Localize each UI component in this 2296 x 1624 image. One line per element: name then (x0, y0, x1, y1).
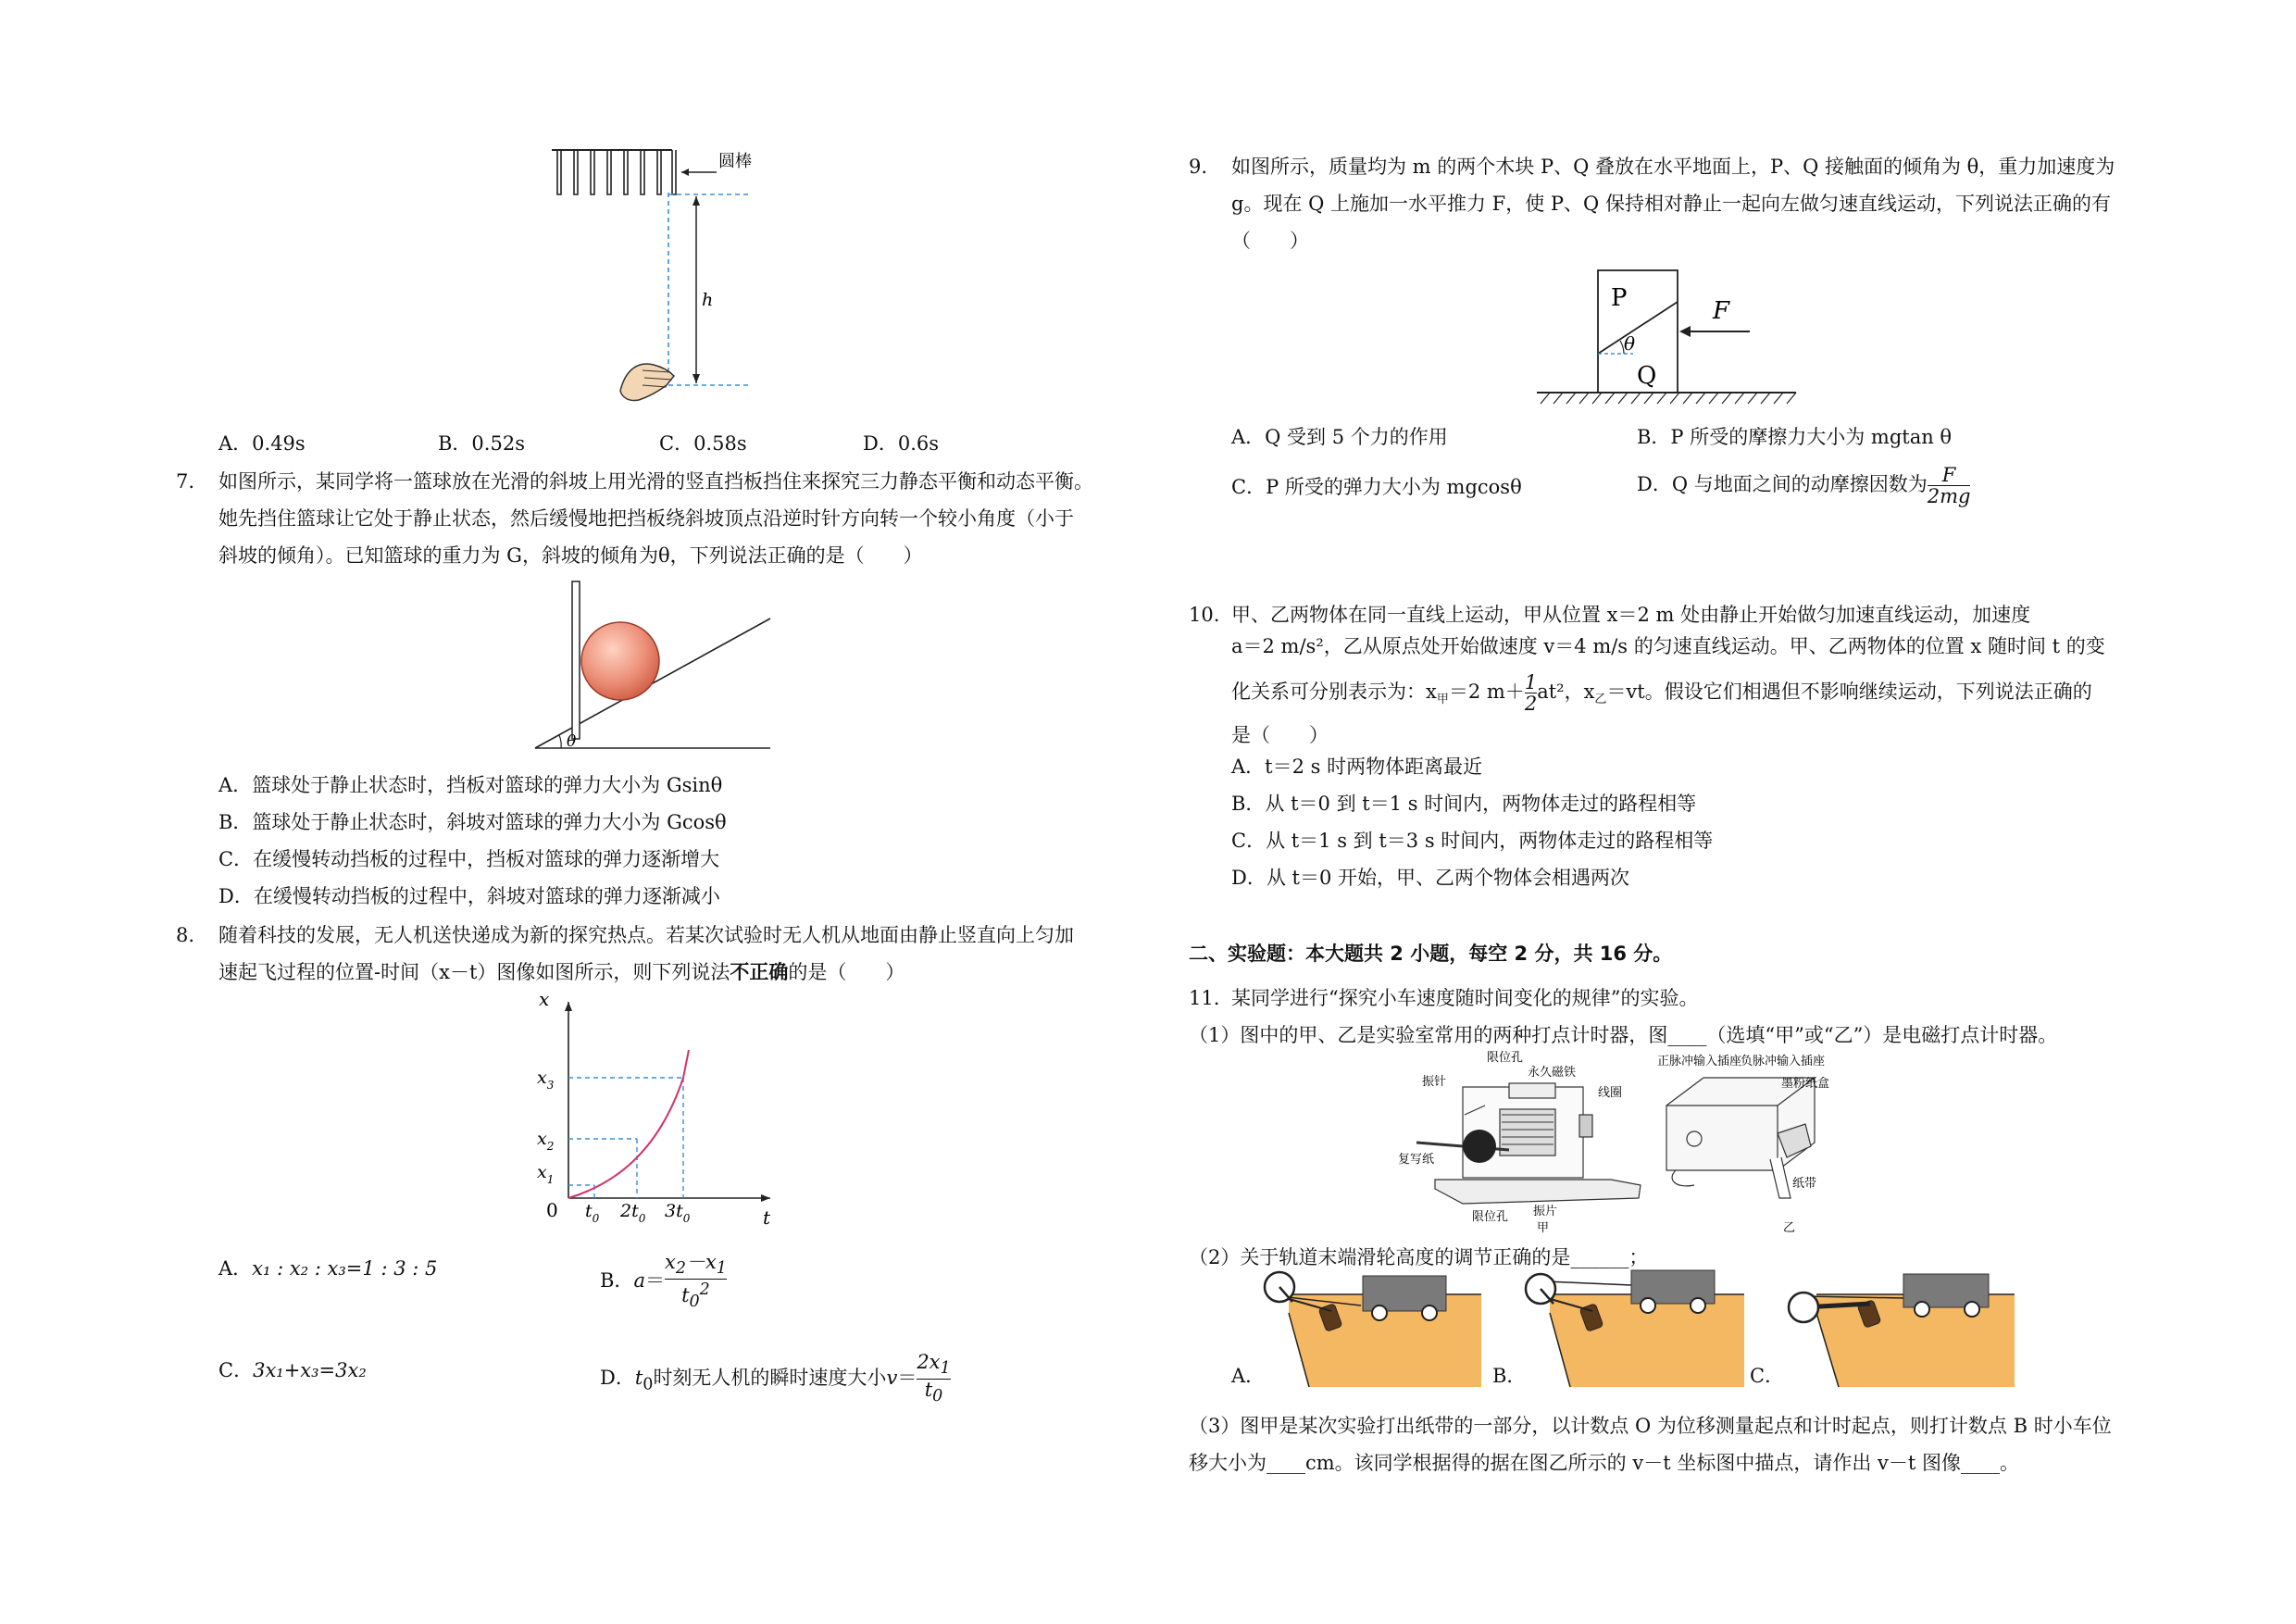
not-correct-emphasis: 不正确 (730, 960, 789, 983)
q9-stem-line3: （ ） (1231, 230, 1309, 252)
q10-stem-line3: 化关系可分别表示为：$x_甲=2$ m＋ $\frac{1}{2}$ at²，$x_乙=vt$。假设它们相遇但不影响继续运动，下列说法正确的 (1231, 671, 2092, 715)
svg-text:负脉冲输入插座: 负脉冲输入插座 (1741, 1055, 1826, 1068)
q9-d-fraction: $\frac{F}{2mg}$ (1927, 464, 1971, 507)
q6-option-d[interactable]: D．0.6s (863, 432, 940, 455)
q10-option-a[interactable]: A．t＝2 s 时两物体距离最近 (1231, 756, 1483, 778)
q8-number: 8. (176, 924, 195, 946)
svg-text:复写纸: 复写纸 (1398, 1153, 1435, 1167)
q9-stem-line1: 如图所示，质量均为 m 的两个木块 P、Q 叠放在水平地面上，P、Q 接触面的倾角为 θ，重力加速度为 (1231, 156, 2115, 178)
q7-option-b[interactable]: B．篮球处于静止状态时，斜坡对篮球的弹力大小为 Gcosθ (218, 811, 727, 833)
q10-stem-line1: 甲、乙两物体在同一直线上运动，甲从位置 x＝2 m 处由静止开始做匀加速直线运动，加速度 (1231, 604, 2031, 626)
q11-2-option-c-figure[interactable] (1783, 1270, 2015, 1387)
q6-option-a[interactable]: A．0.49s (218, 432, 306, 455)
q8-d-fraction: $\frac{2x_1}{t_0}$ (917, 1351, 951, 1406)
q9-option-c[interactable]: C．P 所受的弹力大小为 mgcosθ (1231, 476, 1522, 498)
section-2-heading: 二、实验题：本大题共 2 小题，每空 2 分，共 16 分。 (1189, 943, 1673, 965)
q11-timer-figure (1398, 1050, 1830, 1235)
q7-option-d[interactable]: D．在缓慢转动挡板的过程中，斜坡对篮球的弹力逐渐减小 (218, 885, 720, 907)
q10-number: 10. (1189, 604, 1220, 626)
q8-option-d[interactable]: D．$t_0$时刻无人机的瞬时速度大小v＝ $\frac{2x_1}{t_0}$ (600, 1351, 951, 1406)
svg-text:P: P (1611, 284, 1628, 312)
q8-b-fraction: $\frac{x_2-x_1}{t_0^2}$ (664, 1251, 727, 1312)
svg-text:x1: $x_1$ (537, 1162, 555, 1186)
svg-text:墨粉纸盒: 墨粉纸盒 (1781, 1077, 1830, 1091)
q6-option-c[interactable]: C．0.58s (659, 432, 747, 455)
q9-number: 9. (1189, 156, 1208, 178)
svg-text:x2: $x_2$ (537, 1129, 555, 1153)
q7-stem-line1: 如图所示，某同学将一篮球放在光滑的斜坡上用光滑的竖直挡板挡住来探究三力静态平衡和动态平衡。 (218, 470, 1093, 493)
svg-text:x: x (539, 988, 550, 1010)
timer-jia (1416, 1083, 1641, 1204)
q11-2-option-c-label[interactable]: C． (1750, 1365, 1785, 1387)
q7-option-a[interactable]: A．篮球处于静止状态时，挡板对篮球的弹力大小为 Gsinθ (218, 774, 723, 796)
svg-text:乙: 乙 (1783, 1221, 1796, 1235)
q7-option-c[interactable]: C．在缓慢转动挡板的过程中，挡板对篮球的弹力逐渐增大 (218, 848, 720, 870)
svg-text:t0: $t_0$ (585, 1201, 600, 1225)
q11-part1: （1）图中的甲、乙是实验室常用的两种打点计时器，图____（选填“甲”或“乙”）是电磁打点计时器。 (1189, 1024, 2058, 1046)
svg-text:θ: θ (1624, 332, 1636, 355)
q11-part3-line1: （3）图甲是某次实验打出纸带的一部分，以计数点 O 为位移测量起点和计时起点，则打计数点 B 时小车位 (1189, 1415, 2112, 1437)
svg-text:Q: Q (1637, 362, 1657, 390)
q8-stem-line1: 随着科技的发展，无人机送快递成为新的探究热点。若某次试验时无人机从地面由静止竖直向上匀加 (218, 924, 1074, 946)
svg-text:限位孔: 限位孔 (1487, 1051, 1524, 1065)
q10-option-c[interactable]: C．从 t＝1 s 到 t＝3 s 时间内，两物体走过的路程相等 (1231, 830, 1714, 852)
svg-text:永久磁铁: 永久磁铁 (1528, 1066, 1577, 1080)
q10-stem-line2: a＝2 m/s²，乙从原点处开始做速度 v＝4 m/s 的匀速直线运动。甲、乙两物体的位置 x 随时间 t 的变 (1231, 635, 2105, 657)
q7-stem-line2: 她先挡住篮球让它处于静止状态，然后缓慢地把挡板绕斜坡顶点沿逆时针方向转一个较小角度（小于 (218, 507, 1074, 530)
q7-figure (528, 576, 778, 761)
q11-2-option-b-figure[interactable] (1522, 1270, 1744, 1387)
hand-icon (620, 364, 674, 400)
q7-stem-line3: 斜坡的倾角）。已知篮球的重力为 G，斜坡的倾角为θ，下列说法正确的是（ ） (218, 544, 923, 567)
half-fraction: $\frac{1}{2}$ (1524, 671, 1538, 715)
q9-option-b[interactable]: B．P 所受的摩擦力大小为 mgtan θ (1637, 426, 1953, 448)
q8-stem-line2: 速起飞过程的位置-时间（x－t）图像如图所示，则下列说法不正确的是（ ） (218, 960, 905, 983)
q11-part2: （2）关于轨道末端滑轮高度的调节正确的是______； (1189, 1246, 1649, 1268)
rod-label: 圆棒 (718, 152, 752, 171)
q8-xt-graph (528, 989, 778, 1239)
svg-text:振针: 振针 (1422, 1075, 1447, 1089)
q10-option-d[interactable]: D．从 t＝0 开始，甲、乙两个物体会相遇两次 (1231, 867, 1629, 889)
q8-option-b[interactable]: B．a＝ $\frac{x_2-x_1}{t_0^2}$ (600, 1251, 727, 1312)
q9-figure (1528, 265, 1805, 413)
svg-text:甲: 甲 (1537, 1221, 1550, 1235)
q8-option-a[interactable]: A．x₁ : x₂ : x₃=1 : 3 : 5 (218, 1257, 438, 1280)
q11-stem: 某同学进行“探究小车速度随时间变化的规律”的实验。 (1231, 987, 1699, 1009)
svg-text:振片: 振片 (1533, 1205, 1558, 1218)
q7-number: 7. (176, 470, 195, 493)
svg-text:t: t (763, 1206, 771, 1229)
q11-2-option-a-figure[interactable] (1261, 1270, 1481, 1387)
svg-text:F: F (1713, 297, 1730, 325)
q9-stem-line2: g。现在 Q 上施加一水平推力 F，使 P、Q 保持相对静止一起向左做匀速直线运动，下列说法正确的有 (1231, 193, 2111, 215)
svg-text:线圈: 线圈 (1598, 1086, 1623, 1100)
q11-2-option-a-label[interactable]: A． (1231, 1365, 1266, 1387)
carbon-disc (1463, 1130, 1496, 1163)
h-label: h (702, 290, 714, 310)
q10-stem-line4: 是（ ） (1231, 724, 1329, 746)
q11-number: 11. (1189, 987, 1220, 1009)
svg-text:θ: θ (567, 732, 577, 751)
q6-option-b[interactable]: B．0.52s (438, 432, 525, 455)
q9-option-d[interactable]: D．Q 与地面之间的动摩擦因数为 $\frac{F}{2mg}$ (1637, 464, 1971, 507)
svg-text:限位孔: 限位孔 (1472, 1210, 1509, 1224)
svg-text:纸带: 纸带 (1792, 1177, 1817, 1191)
svg-text:x3: $x_3$ (537, 1068, 555, 1092)
svg-text:2t0: $2t_0$ (620, 1201, 646, 1225)
q8-option-c[interactable]: C．3x₁+x₃=3x₂ (218, 1359, 367, 1381)
basketball (581, 622, 659, 700)
svg-text:正脉冲输入插座: 正脉冲输入插座 (1657, 1055, 1742, 1068)
q6-figure (546, 139, 768, 407)
svg-text:0: 0 (546, 1199, 558, 1221)
q11-part3-line2: 移大小为____cm。该同学根据得的据在图乙所示的 v－t 坐标图中描点，请作出 v－t 图像____。 (1189, 1452, 2019, 1474)
q9-option-a[interactable]: A．Q 受到 5 个力的作用 (1231, 426, 1448, 448)
q11-2-option-b-label[interactable]: B． (1492, 1365, 1527, 1387)
svg-text:3t0: $3t_0$ (665, 1201, 691, 1225)
q10-option-b[interactable]: B．从 t＝0 到 t＝1 s 时间内，两物体走过的路程相等 (1231, 793, 1697, 815)
pulley-icon (1789, 1293, 1818, 1322)
